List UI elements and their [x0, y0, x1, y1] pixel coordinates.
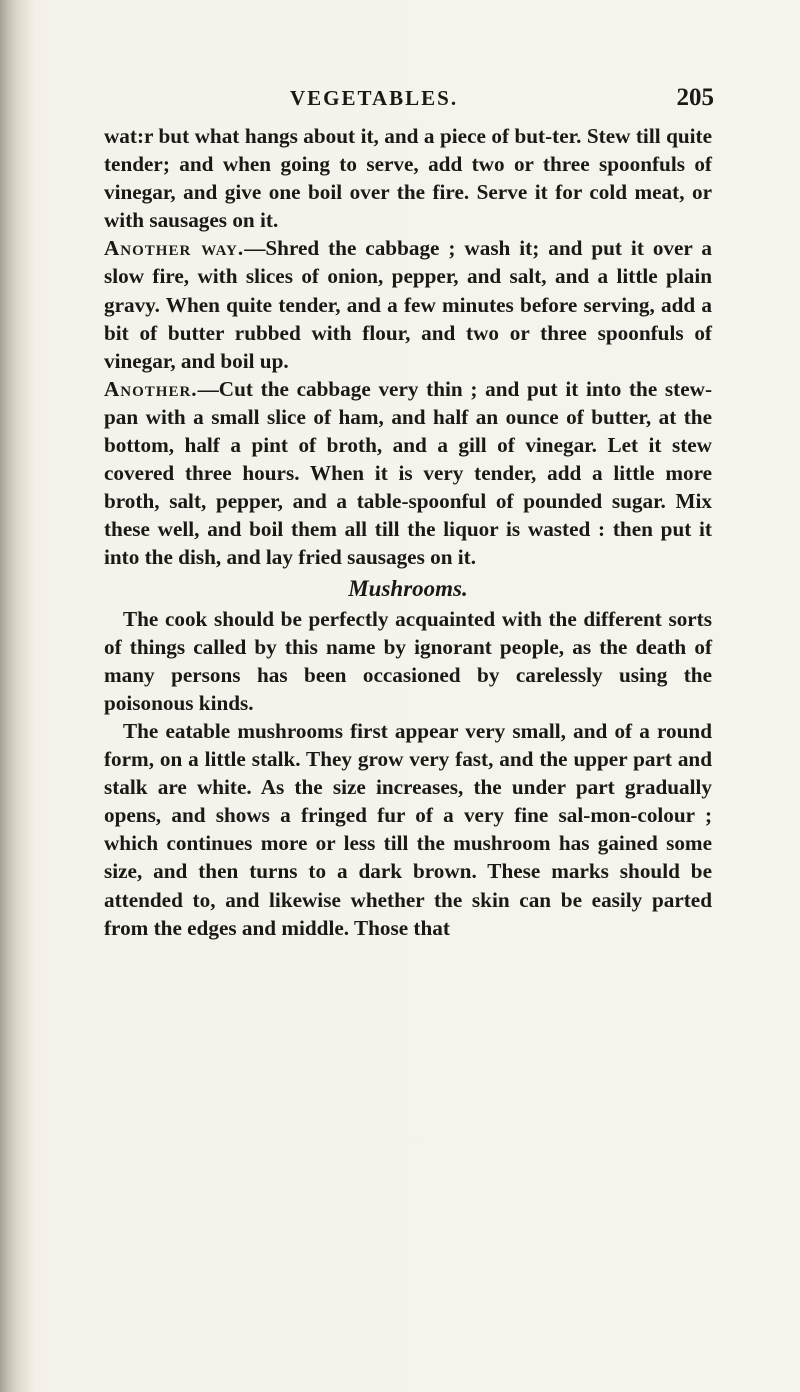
paragraph-another-way: [104, 234, 712, 374]
mushrooms-paragraph-1: The cook should be perfectly acquainted with the different sorts of things called by this name by ignorant people, as the death of many persons has been occasioned by carelessly using the poisonous kinds.: [104, 606, 712, 715]
page-binding-shadow: [0, 0, 34, 1392]
running-title: VEGETABLES.: [290, 86, 459, 110]
paragraph-lead-in: Another way.: [104, 236, 245, 261]
paragraph-continuation: [104, 122, 712, 234]
paragraph-another: [104, 375, 712, 572]
page-number: 205: [676, 84, 714, 111]
mushrooms-paragraph-2: The eatable mushrooms first appear very small, and of a round form, on a little stalk. They grow very fast, and the upper part and stalk are white. As the size increases, the under part gradually opens, and shows a fringed fur of a very fine sal-mon-colour ; which continues more or less till the mushroom has gained some size, and then turns to a dark brown. These marks should be attended to, and likewise whether the skin can be easily parted from the edges and middle. Those that: [104, 718, 712, 940]
page-header: [88, 86, 714, 116]
page-body: [104, 122, 712, 942]
paragraph-text: wat:r but what hangs about it, and a piece of but-ter. Stew till quite tender; and when going to serve, add two or three spoonfuls of vinegar, and give one boil over the fire. Serve it for cold meat, or with sausages on it.: [104, 124, 712, 233]
paragraph-text: —Cut the cabbage very thin ; and put it into the stew-pan with a small slice of ham, and half an ounce of butter, at the bottom, half a pint of broth, and a gill of vinegar. Let it stew covered three hours. When it is very tender, add a little more broth, salt, pepper, and a table-spoonful of pounded sugar. Mix these well, and boil them all till the liquor is wasted : then put it into the dish, and lay fried sausages on it.: [104, 376, 712, 570]
section-heading-mushrooms: Mushrooms.: [348, 575, 468, 601]
paragraph-lead-in: Another.: [104, 376, 198, 401]
paragraph-text: —Shred the cabbage ; wash it; and put it over a slow fire, with slices of onion, pepper, and salt, and a little plain gravy. When quite tender, and a few minutes before serving, add a bit of butter rubbed with flour, and two or three spoonfuls of vinegar, and boil up.: [104, 236, 712, 373]
